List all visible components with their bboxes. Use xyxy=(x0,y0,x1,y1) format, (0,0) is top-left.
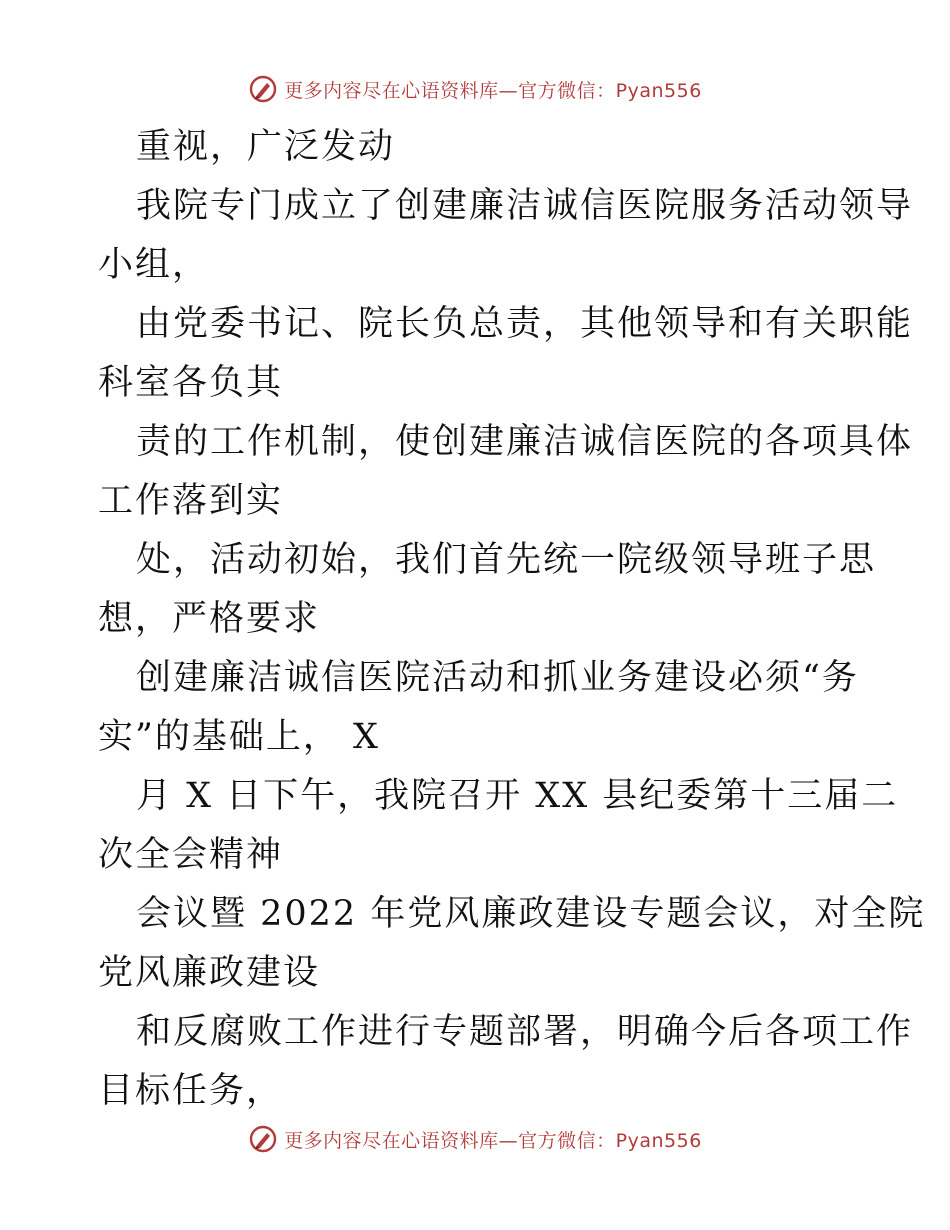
paragraph-line: 次全会精神 xyxy=(98,835,284,875)
paragraph-line: 月 X 日下午，我院召开 XX 县纪委第十三届二 xyxy=(136,776,899,816)
paragraph-line: 小组， xyxy=(98,245,210,285)
paragraph-line: 工作落到实 xyxy=(98,481,284,521)
paragraph-line: 责的工作机制，使创建廉洁诚信医院的各项具体 xyxy=(136,422,914,462)
watermark-text: 更多内容尽在心语资料库—官方微信：Pyan556 xyxy=(284,79,702,102)
watermark-group xyxy=(248,1124,702,1154)
footer-watermark xyxy=(0,1122,950,1156)
pen-logo-icon xyxy=(248,74,278,104)
paragraph-line: 和反腐败工作进行专题部署，明确今后各项工作 xyxy=(136,1012,914,1052)
paragraph-line: 实”的基础上， X xyxy=(98,717,380,757)
pen-logo-icon xyxy=(248,1124,278,1154)
paragraph-line: 重视，广泛发动 xyxy=(136,127,396,167)
watermark-text: 更多内容尽在心语资料库—官方微信：Pyan556 xyxy=(284,1129,702,1152)
paragraph-line: 会议暨 2022 年党风廉政建设专题会议，对全院 xyxy=(136,894,926,934)
paragraph-line: 想，严格要求 xyxy=(98,599,321,639)
paragraph-line: 由党委书记、院长负总责，其他领导和有关职能 xyxy=(136,304,914,344)
paragraph-line: 我院专门成立了创建廉洁诚信医院服务活动领导 xyxy=(136,186,914,226)
paragraph-line: 创建廉洁诚信医院活动和抓业务建设必须“务 xyxy=(136,658,859,698)
paragraph-line: 党风廉政建设 xyxy=(98,953,321,993)
paragraph-line: 科室各负其 xyxy=(98,363,284,403)
paragraph-line: 处，活动初始，我们首先统一院级领导班子思 xyxy=(136,540,877,580)
paragraph-line: 目标任务， xyxy=(98,1071,284,1111)
watermark-group xyxy=(248,74,702,104)
header-watermark xyxy=(0,72,950,106)
